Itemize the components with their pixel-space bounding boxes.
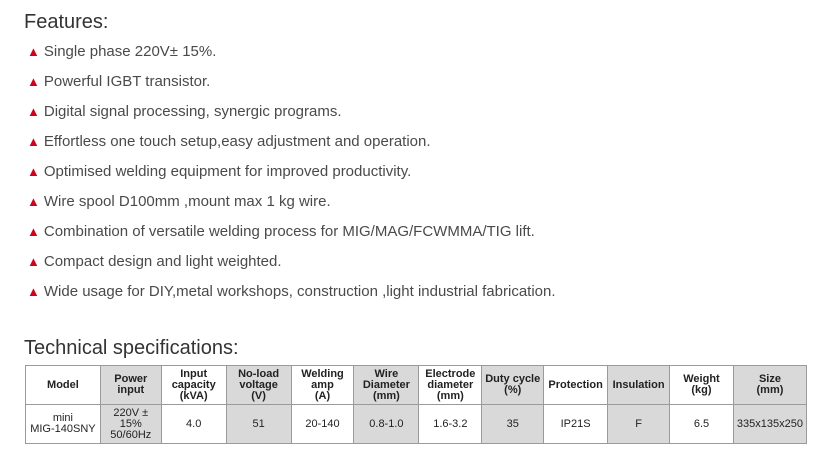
table-cell-text: 0.8-1.0 <box>369 417 404 430</box>
feature-text: Powerful IGBT transistor. <box>43 73 211 90</box>
feature-text: Optimised welding equipment for improved productivity. <box>43 163 412 180</box>
table-header-cell-text: voltage <box>239 378 278 391</box>
red-triangle-icon: ▲ <box>27 194 40 209</box>
table-header-cell-10 <box>670 366 734 405</box>
feature-text: Single phase 220V± 15%. <box>43 43 217 60</box>
feature-text: Digital signal processing, synergic programs. <box>43 103 342 120</box>
table-header-row <box>26 366 807 405</box>
table-header-cell-text: Diameter <box>362 378 410 391</box>
red-triangle-icon: ▲ <box>27 134 40 149</box>
table-cell-text: 6.5 <box>693 417 710 430</box>
table-header-cell-3 <box>226 366 291 405</box>
table-cell-8 <box>544 405 608 444</box>
table-header-cell-text: (A) <box>314 389 331 402</box>
table-cell-10 <box>670 405 734 444</box>
table-header-cell-text: amp <box>311 378 334 391</box>
table-header-cell-8 <box>544 366 608 405</box>
table-cell-text: 1.6-3.2 <box>433 417 468 430</box>
table-header-cell-text: (kg) <box>691 384 712 396</box>
red-triangle-icon: ▲ <box>27 254 40 269</box>
features-heading: Features: <box>24 11 109 33</box>
table-cell-text: 20-140 <box>305 417 340 430</box>
table-header-cell-text: diameter <box>427 378 474 391</box>
feature-text: Wire spool D100mm ,mount max 1 kg wire. <box>43 193 331 210</box>
features-list <box>27 41 556 311</box>
table-header-cell-text: (mm) <box>436 389 464 402</box>
table-cell-text: 4.0 <box>186 417 202 430</box>
table-header-cell-text: (kVA) <box>179 389 208 402</box>
specs-table <box>25 365 807 444</box>
table-header-cell-text: Input <box>180 367 208 380</box>
table-header-cell-text: Duty cycle <box>485 373 541 385</box>
table-cell-1 <box>100 405 161 444</box>
table-cell-text: 50/60Hz <box>110 428 152 441</box>
red-triangle-icon: ▲ <box>27 164 40 179</box>
table-cell-text: IP21S <box>560 417 591 430</box>
table-header-cell-2 <box>161 366 226 405</box>
table-cell-5 <box>354 405 419 444</box>
table-header-cell-text: (mm) <box>372 389 400 402</box>
list-item <box>27 131 556 161</box>
list-item <box>27 41 556 71</box>
table-cell-text: 335x135x250 <box>736 417 803 430</box>
list-item <box>27 281 556 311</box>
table-cell-text: F <box>635 417 642 430</box>
red-triangle-icon: ▲ <box>27 224 40 239</box>
list-item <box>27 191 556 221</box>
table-header-cell-text: capacity <box>171 378 216 391</box>
list-item <box>27 161 556 191</box>
table-cell-7 <box>482 405 544 444</box>
table-header-cell-text: Size <box>758 373 781 385</box>
table-header-cell-4 <box>291 366 354 405</box>
table-header-cell-1 <box>100 366 161 405</box>
table-cell-11 <box>733 405 806 444</box>
table-cell-text: 51 <box>252 417 265 430</box>
table-header-cell-text: (mm) <box>756 384 784 396</box>
table-row <box>26 405 807 444</box>
specs-heading: Technical specifications: <box>24 337 239 359</box>
table-header-cell-7 <box>482 366 544 405</box>
table-header-cell-6 <box>419 366 482 405</box>
feature-text: Effortless one touch setup,easy adjustment and operation. <box>43 133 431 150</box>
table-header-cell-9 <box>608 366 670 405</box>
table-cell-2 <box>161 405 226 444</box>
table-cell-4 <box>291 405 354 444</box>
table-header-cell-11 <box>733 366 806 405</box>
table-header-cell-text: Weight <box>683 373 720 385</box>
table-header-cell-text: No-load <box>238 367 280 380</box>
table-header-cell-text: Electrode <box>425 367 476 380</box>
feature-text: Wide usage for DIY,metal workshops, construction ,light industrial fabrication. <box>43 283 556 300</box>
table-header-cell-text: (%) <box>504 384 522 396</box>
list-item <box>27 221 556 251</box>
table-header-cell-text: Wire <box>374 367 399 380</box>
table-header-cell-text: Power <box>114 373 148 385</box>
table-cell-3 <box>226 405 291 444</box>
red-triangle-icon: ▲ <box>27 44 40 59</box>
table-header-cell-text: Protection <box>548 378 603 391</box>
list-item <box>27 71 556 101</box>
table-cell-text: 35 <box>506 417 519 430</box>
red-triangle-icon: ▲ <box>27 284 40 299</box>
table-header-cell-0 <box>26 366 101 405</box>
feature-text: Compact design and light weighted. <box>43 253 282 270</box>
table-header-cell-text: (V) <box>251 389 266 402</box>
red-triangle-icon: ▲ <box>27 104 40 119</box>
table-cell-0 <box>26 405 101 444</box>
table-header-cell-text: Insulation <box>612 378 665 391</box>
table-header-cell-text: Model <box>47 378 79 391</box>
table-cell-text: mini <box>52 412 73 424</box>
table-header-cell-5 <box>354 366 419 405</box>
table-cell-text: MIG-140SNY <box>30 423 96 435</box>
red-triangle-icon: ▲ <box>27 74 40 89</box>
table-header-cell-text: Welding <box>301 367 344 380</box>
table-cell-text: 220V ± 15% <box>113 406 149 430</box>
feature-text: Combination of versatile welding process for MIG/MAG/FCWMMA/TIG lift. <box>43 223 535 240</box>
table-cell-6 <box>419 405 482 444</box>
table-header-cell-text: input <box>117 384 145 396</box>
list-item <box>27 251 556 281</box>
table-cell-9 <box>608 405 670 444</box>
list-item <box>27 101 556 131</box>
